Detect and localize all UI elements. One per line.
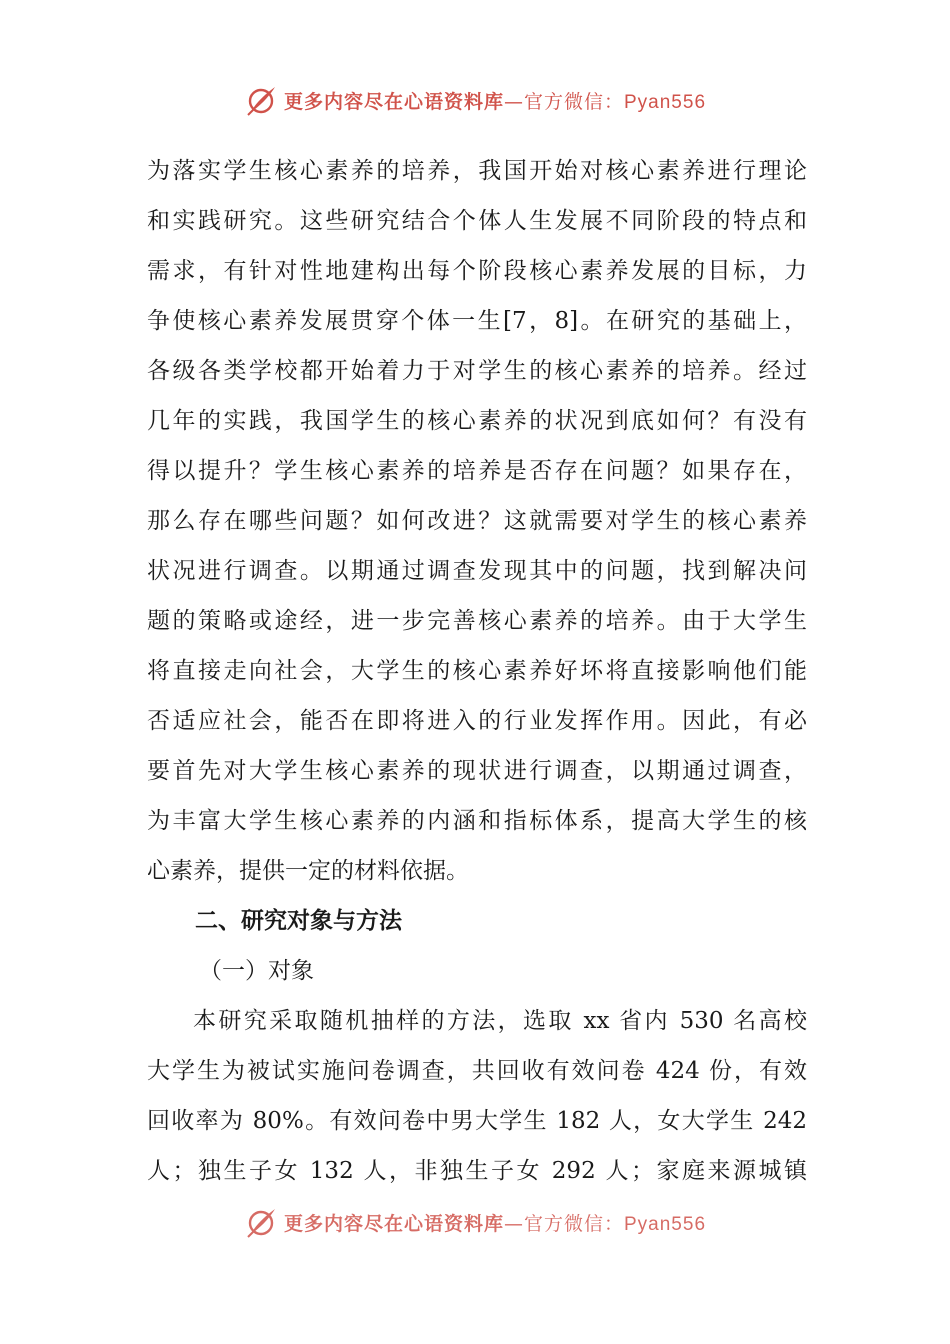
paragraph-2 (147, 996, 807, 1196)
footer-contact: 官方微信： (523, 1212, 624, 1235)
footer-brand: 更多内容尽在心语资料库 (283, 1212, 504, 1235)
paragraph-1-line: 状况进行调查。以期通过调查发现其中的问题，找到解决问 (147, 558, 807, 584)
header-banner (0, 80, 950, 120)
paragraph-1-line: 心素养，提供一定的材料依据。 (147, 858, 469, 884)
section-heading: 二、研究对象与方法 (195, 908, 402, 934)
header-banner-text (284, 87, 706, 114)
paragraph-2-line: 大学生为被试实施问卷调查，共回收有效问卷 424 份，有效 (147, 1058, 807, 1084)
paragraph-1-line: 将直接走向社会，大学生的核心素养好坏将直接影响他们能 (147, 658, 807, 684)
footer-account: Pyan556 (624, 1213, 707, 1235)
paragraph-1-line: 为丰富大学生核心素养的内涵和指标体系，提高大学生的核 (147, 808, 807, 834)
paragraph-2-line: 回收率为 80%。有效问卷中男大学生 182 人，女大学生 242 (147, 1108, 807, 1134)
paragraph-1-line: 否适应社会，能否在即将进入的行业发挥作用。因此，有必 (147, 708, 807, 734)
footer-banner (0, 1202, 950, 1242)
paragraph-1-line: 题的策略或途经，进一步完善核心素养的培养。由于大学生 (147, 608, 807, 634)
header-account: Pyan556 (624, 91, 707, 113)
paragraph-1-line: 和实践研究。这些研究结合个体人生发展不同阶段的特点和 (147, 208, 807, 234)
paragraph-1-line: 需求，有针对性地建构出每个阶段核心素养发展的目标，力 (147, 258, 807, 284)
quill-logo-icon (244, 83, 278, 117)
paragraph-1-line: 各级各类学校都开始着力于对学生的核心素养的培养。经过 (147, 358, 807, 384)
document-body (147, 146, 807, 1196)
paragraph-1-line: 得以提升？学生核心素养的培养是否存在问题？如果存在， (147, 458, 807, 484)
paragraph-1-line: 要首先对大学生核心素养的现状进行调查，以期通过调查， (147, 758, 807, 784)
subsection-heading: （一）对象 (199, 958, 314, 984)
paragraph-1 (147, 146, 807, 896)
paragraph-2-line: 人；独生子女 132 人，非独生子女 292 人；家庭来源城镇 (147, 1158, 807, 1184)
header-contact: 官方微信： (523, 90, 624, 113)
paragraph-1-line: 几年的实践，我国学生的核心素养的状况到底如何？有没有 (147, 408, 807, 434)
quill-logo-icon (244, 1205, 278, 1239)
footer-banner-text (284, 1209, 706, 1236)
paragraph-2-line: 本研究采取随机抽样的方法，选取 xx 省内 530 名高校 (193, 1008, 807, 1034)
paragraph-1-line: 那么存在哪些问题？如何改进？这就需要对学生的核心素养 (147, 508, 807, 534)
paragraph-1-line: 争使核心素养发展贯穿个体一生[7，8]。在研究的基础上， (147, 308, 807, 334)
header-brand: 更多内容尽在心语资料库 (283, 90, 504, 113)
paragraph-1-line: 为落实学生核心素养的培养，我国开始对核心素养进行理论 (147, 158, 807, 184)
header-separator: — (503, 90, 524, 113)
footer-separator: — (503, 1212, 524, 1235)
